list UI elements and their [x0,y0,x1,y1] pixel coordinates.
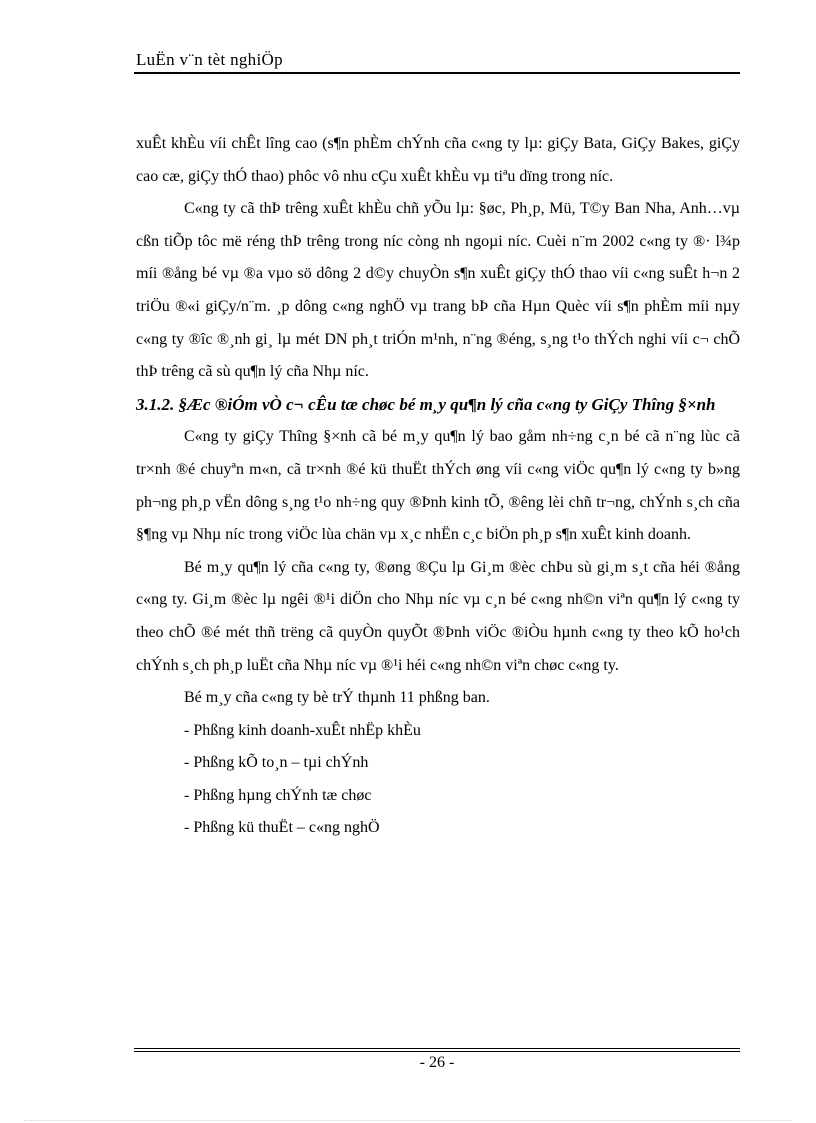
paragraph-4: Bé m¸y qu¶n lý cña c«ng ty, ®øng ®Çu lµ Gi¸m ®èc chÞu sù gi¸m s¸t cña héi ®ång c«ng ty. Gi¸m ®èc lµ ngêi ®¹i diÖn cho Nhµ níc vµ c¸n bé c«ng nh©n viªn qu¶n lý c«ng ty theo chÕ ®é mét thñ trëng cã quyÒn quyÕt ®Þnh viÖc ®iÒu hµnh c«ng ty theo kÕ ho¹ch chÝnh s¸ch ph¸p luËt cña Nhµ níc vµ ®¹i héi c«ng nh©n viªn chøc c«ng ty. [136,558,740,674]
paragraph-1: xuÊt khÈu víi chÊt lîng cao (s¶n phÈm chÝnh cña c«ng ty lµ: giÇy Bata, GiÇy Bakes, giÇy cao cæ, giÇy thÓ thao) phôc vô nhu cÇu xuÊt khÈu vµ tiªu dïng trong níc. [136,135,740,185]
list-item: - Phßng kinh doanh-xuÊt nhËp khÈu [184,721,421,739]
department-list [136,715,740,845]
paragraph-2: C«ng ty cã thÞ trêng xuÊt khÈu chñ yÕu lµ: §øc, Ph¸p, Mü, T©y Ban Nha, Anh…vµ cßn tiÕp tôc më réng thÞ trêng trong níc còng nh ngoµi níc. Cuèi n¨m 2002 c«ng ty ®· l¾p míi ®ång bé vµ ®a vµo sö dông 2 d©y chuyÒn s¶n xuÊt giÇy thÓ thao víi c«ng suÊt h¬n 2 triÖu ®«i giÇy/n¨m. ¸p dông c«ng nghÖ vµ trang bÞ cña Hµn Quèc víi s¶n phÈm míi nµy c«ng ty ®îc ®¸nh gi¸ lµ mét DN ph¸t triÓn m¹nh, n¨ng ®éng, s¸ng t¹o thÝch nghi víi c¬ chÕ thÞ trêng cã sù qu¶n lý cña Nhµ níc. [136,200,740,381]
page-edge [24,1120,792,1121]
running-header-title: LuËn v¨n tèt nghiÖp [136,50,283,69]
paragraph-3: C«ng ty giÇy Thîng §×nh cã bé m¸y qu¶n lý bao gåm nh÷ng c¸n bé cã n¨ng lùc cã tr×nh ®é chuyªn m«n, cã tr×nh ®é kü thuËt thÝch øng víi c«ng viÖc qu¶n lý c«ng ty b»ng ph¬ng ph¸p vËn dông s¸ng t¹o nh÷ng quy ®Þnh kinh tÕ, ®êng lèi chñ tr¬ng, chÝnh s¸ch cña §¶ng vµ Nhµ níc trong viÖc lùa chän vµ x¸c nhËn c¸c biÖn ph¸p s¶n xuÊt kinh doanh. [136,428,740,544]
footer-rule [134,1051,740,1052]
section-heading: 3.1.2. §Æc ®iÓm vÒ c¬ cÊu tæ chøc bé m¸y qu¶n lý cña c«ng ty GiÇy Thîng §×nh [136,394,716,414]
list-item: - Phßng kÕ to¸n – tµi chÝnh [184,754,369,772]
header-rule [134,72,740,74]
footer-rule [134,1048,740,1049]
page-number: - 26 - [419,1054,455,1071]
list-item: - Phßng kü thuËt – c«ng nghÖ [184,819,380,837]
paragraph-5: Bé m¸y cña c«ng ty bè trÝ thµnh 11 phßng ban. [184,689,490,707]
page-body [136,128,740,845]
list-item: - Phßng hµng chÝnh tæ chøc [184,786,372,804]
